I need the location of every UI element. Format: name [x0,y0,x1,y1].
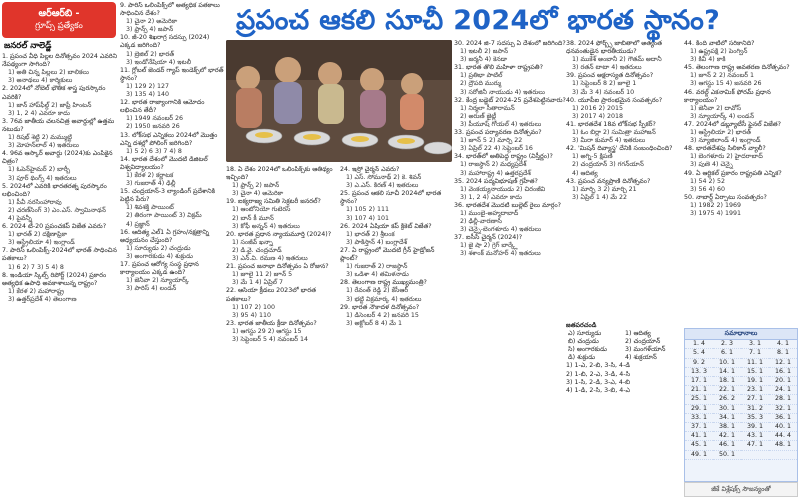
answers-row [685,450,797,459]
answer-cell: 48. 1 [769,441,797,450]
column-3-questions [226,166,338,344]
answer-cell: 10. 1 [713,358,741,367]
answer-cell: 49. 1 [685,450,713,459]
answer-cell: 35. 3 [741,413,769,422]
answer-option: 1) అగ్ని-5 క్షిపణి [572,153,613,161]
question-text: 44. కింది వాటిలో సరికానిది? [684,40,755,47]
answer-cell: 17. 1 [685,377,713,386]
question-text: 41. భారతదేశ 18వ లోక్‌సభ స్పీకర్? [566,120,656,128]
question-text: 40. యూపీఐ ప్రారంభమైన సంవత్సరం? [566,96,663,104]
matching-option: 4) 1-డి, 2-సి, 3-బి, 4-ఎ [566,386,630,394]
answer-option: 1) జై షా 2) గ్రెగ్ బార్క్లే [460,242,518,250]
answer-cell: 26. 2 [713,395,741,404]
answer-cell: 5. 4 [685,349,713,358]
answer-option: 1) సెప్టెంబర్ 8 2) జూలై 1 [572,80,637,88]
answer-option: 2) తిరంగా పాయింట్ 3) విక్రమ్ [126,212,202,220]
hungry-children-photo [226,40,452,162]
answer-option: 1) బ్రెజిల్ 2) భారత్ [126,50,175,58]
answer-cell [769,450,797,459]
answer-option: 3) పూర్ థింగ్స్ 4) ఇతరులు [8,174,77,182]
question-text: 12. భారత రాజ్యాంగానికి ఆమోదం లభించిన తేదీ? [120,99,205,115]
answer-cell: 4. 1 [769,340,797,349]
answer-option: 1) 54 2) 52 [690,177,725,185]
answer-option: 1) ఓం బిర్లా 2) సుమిత్రా మహాజన్ [572,129,656,137]
question-text: 19. ఐక్యరాజ్య సమితి సెక్రటరీ జనరల్? [226,198,321,206]
answer-option: 3) మోహన్‌లాల్ 4) ఇతరులు [8,142,79,150]
answer-option: 1) కేరళ 2) మహారాష్ట్ర [8,287,64,295]
answers-row [685,386,797,395]
answer-option: 2) చంద్రయాన్ 3) గగన్‌యాన్ [572,161,644,169]
answers-row [685,358,797,367]
answer-cell: 23. 1 [741,386,769,395]
answer-option: 3) 1975 4) 1991 [690,209,741,217]
answer-cell: 43. 1 [741,432,769,441]
question-text: 45. తెలంగాణ రాష్ట్ర అవతరణ దినోత్సవం? [684,64,790,72]
answer-cell: 36. 1 [769,413,797,422]
answer-cell: 33. 1 [685,413,713,422]
answer-option: 3) చెన్నై-బెంగళూరు 4) ఇతరులు [460,226,542,234]
answer-option: 1) ముకేశ్ అంబానీ 2) గౌతమ్ అదానీ [572,56,662,64]
answer-cell: 7. 1 [741,349,769,358]
question-text: 20. భారత ప్రధాన న్యాయమూర్తి (2024)? [226,230,332,238]
answer-option: 3) 107 4) 101 [346,214,389,222]
column-6-questions [566,40,682,202]
answer-option: 3) సెప్టెంబర్ 5 4) నవంబర్ 14 [232,335,309,343]
answers-row [685,404,797,413]
question-text: 6. 2024 టీ-20 ప్రపంచకప్ విజేత ఎవరు? [2,223,107,231]
answer-option: 3) మహారాష్ట్ర 4) ఉత్తరప్రదేశ్ [460,169,531,177]
answer-option: 3) అంగారకుడు 4) శుక్రుడు [126,252,193,260]
question-text: 50. నాబార్డ్ ఏర్పాటు సంవత్సరం? [684,193,767,201]
answer-cell: 42. 1 [713,432,741,441]
answer-option: 1) భారత్ 2) శ్రీలంక [346,230,395,238]
question-text: 18. ఏ దేశం 2024లో ఒలింపిక్స్‌కు ఆతిథ్యం ఇచ్చింది? [226,166,333,182]
answer-option: 1) రాజస్థాన్ 2) మధ్యప్రదేశ్ [460,161,527,169]
answer-cell: 47. 1 [741,441,769,450]
question-text: 35. 2024 పద్మవిభూషణ్ గ్రహీత? [454,177,538,185]
question-text: 16. ఆదిత్య ఎల్1 ఏ గ్రహం/నక్షత్రాన్ని అధ్యయనం చేస్తుంది? [120,228,210,244]
question-text: 26. 2024 ఏషియా కప్ క్రికెట్ విజేత? [340,222,432,230]
answer-option: 3) ఎన్.వి. రమణ 4) ఇతరులు [232,255,308,263]
matching-options [566,362,682,394]
answer-cell: 21. 1 [685,386,713,395]
answer-cell: 38. 1 [713,423,741,432]
answer-option: 1) గుజరాత్ 2) రాజస్థాన్ [346,263,408,271]
question-text: 9. పారిస్ ఒలింపిక్స్‌లో అత్యధిక పతకాలు సాధించిన దేశం? [120,2,220,18]
answer-option: 1) సంజీవ్ ఖన్నా [232,238,273,246]
matching-left: సి) అంగారకుడు [568,346,607,354]
column-7-questions [684,40,798,218]
answer-option: 2) ఢిల్లీ-వారణాసి [460,218,502,226]
question-text: 46. వరల్డ్ ఎకనామిక్ ఫోరమ్ ప్రధాన కార్యాలయం? [684,88,771,104]
answer-option: 1) డిసెంబర్ 4 2) జనవరి 15 [346,311,419,319]
matching-row [566,346,682,354]
answer-option: 1) భారత్ 2) దక్షిణాఫ్రికా [8,231,68,239]
answer-option: 3) ఎ.ఎస్. కిరణ్ 4) ఇతరులు [346,182,419,190]
answer-option: 1) అతి చిన్న పిల్లలు 2) బాలికలు [8,69,89,77]
answer-option: 1) రేవంత్ రెడ్డి 2) కేసీఆర్ [346,287,409,295]
column-2 [120,2,224,496]
question-text: 22. ఆసియా క్రీడలు 2023లో భారత పతకాలు? [226,287,317,303]
answer-cell: 27. 1 [741,395,769,404]
answer-cell: 34. 1 [713,413,741,422]
answer-cell: 14. 1 [713,367,741,376]
answer-cell: 50. 1 [713,450,741,459]
answer-cell: 11. 1 [741,358,769,367]
answer-option: 3) న్యూజిలాండ్ 4) ఇంగ్లాండ్ [690,137,761,145]
answer-option: 1) ఉష్ట్రపక్షి 2) పెంగ్విన్ [690,48,748,56]
matching-row [566,330,682,338]
answer-cell: 44. 4 [769,432,797,441]
question-text: 13. లోక్‌సభ ఎన్నికలు 2024లో మొత్తం ఎన్ని దశల్లో పోలింగ్ జరిగింది? [120,131,218,147]
answer-cell: 9. 2 [685,358,713,367]
column-6 [566,40,682,320]
question-text: 5. 2024లో ఎవరికి భారతరత్న పురస్కారం లభించింది? [2,182,107,198]
question-text: 29. భారత నౌకాదళ దినోత్సవం? [340,303,420,311]
question-text: 23. భారత జాతీయ క్రీడా దినోత్సవం? [226,319,317,327]
answers-row [685,349,797,358]
answer-option: 3) పీయూష్ గోయల్ 4) ఇతరులు [460,120,542,128]
question-text: 33. ప్రపంచ పర్యావరణ దినోత్సవం? [454,129,542,137]
answers-row [685,413,797,422]
answer-cell: 6. 1 [713,349,741,358]
answer-cell: 41. 1 [685,432,713,441]
answer-option: 3) పారిస్ 4) లండన్ [126,285,177,293]
matching-left: డి) శుక్రుడు [568,354,596,362]
column-7 [684,40,798,340]
matching-question [566,322,682,394]
matching-option: 2) 1-బి, 2-ఎ, 3-డి, 4-సి [566,370,630,378]
answers-table [685,340,797,460]
answer-option: 1) జాన్ హాప్‌ఫీల్డ్ 2) జాఫ్రీ హింటన్ [8,101,92,109]
answer-option: 3) అనాథలు 4) కార్మికులు [8,77,73,85]
answer-option: 1) ఫ్రాన్స్ 2) జపాన్ [232,182,280,190]
answer-option: 1) సూర్యుడు 2) చంద్రుడు [126,244,191,252]
answer-option: 1) 2016 2) 2015 [572,104,623,112]
question-text: 31. భారత తొలి మహిళా రాష్ట్రపతి? [454,64,543,72]
answer-option: 1) జూలై 11 2) జూన్ 5 [232,271,293,279]
answer-option: 1) జూన్ 2 2) నవంబర్ 1 [690,72,754,80]
matching-option: 3) 1-సి, 2-డి, 3-ఎ, 4-బి [566,378,630,386]
answer-cell: 1. 4 [685,340,713,349]
column-1 [2,40,118,496]
question-text: 24. ఇస్రో చైర్మన్ ఎవరు? [340,166,400,173]
question-text: 25. ప్రపంచ ఆకలి సూచీ 2024లో భారత స్థానం? [340,190,442,206]
matching-right: 1) ఆదిత్య [625,330,651,338]
answer-cell: 3. 1 [741,340,769,349]
children-eating-illustration [226,40,452,162]
answer-option: 3) జర్మనీ 4) కెనడా [460,56,508,64]
answer-option: 3) మే 1 4) ఏప్రిల్ 7 [232,279,284,287]
column-1-questions [2,53,118,304]
answer-cell: 2. 3 [713,340,741,349]
answer-cell: 29. 1 [685,404,713,413]
answer-cell: 16. 1 [769,367,797,376]
answer-option: 1) రిషభ్ శెట్టి 2) మమ్ముట్టి [8,134,73,142]
answer-option: 3) 135 4) 140 [126,91,169,99]
answer-option: 1) పీవీ నరసింహారావు [8,198,62,206]
answer-cell: 12. 1 [769,358,797,367]
answer-cell: 39. 1 [741,423,769,432]
answer-option: 1) ముంబై-అహ్మదాబాద్ [460,209,519,217]
answers-row [685,340,797,349]
answer-option: 3) 1, 2 4) ఎవరూ కాదు [8,109,70,117]
question-text: 47. 2024లో డబ్ల్యూటీసీ ఫైనల్ విజేత? [684,120,781,128]
answer-option: 2) ద్రౌపది ముర్ము [460,80,502,88]
answer-option: 1) ఆగస్టు 29 2) ఆగస్టు 15 [232,327,302,335]
answers-row [685,441,797,450]
answer-cell: 40. 1 [769,423,797,432]
answer-option: 2) చరణ్‌సింగ్ 3) ఎం.ఎస్. స్వామినాథన్ [8,206,106,214]
answer-cell: 15. 1 [741,367,769,376]
answer-option: 1) శివశక్తి పాయింట్ [126,204,174,212]
answer-option: 1) చైనా 2) అమెరికా [126,18,178,26]
answer-option: 3) ఏప్రిల్ 22 4) సెప్టెంబర్ 16 [460,145,533,153]
answers-row [685,395,797,404]
answer-option: 1) ఓపెన్‌హైమర్ 2) బార్బీ [8,166,71,174]
answer-cell: 37. 1 [685,423,713,432]
answer-option: 1) జెనీవా 2) దావోస్ [690,104,742,112]
column-4 [340,166,452,496]
answer-cell: 19. 1 [741,377,769,386]
answer-option: 3) మే 3 4) నవంబర్ 10 [572,88,635,96]
answer-option: 1) వెంకయ్యనాయుడు 2) చిరంజీవి [460,185,546,193]
answer-option: 4) ప్రజ్ఞాన్ [126,220,150,228]
matching-option: 1) 1-ఎ, 2-బి, 3-సి, 4-డి [566,362,630,370]
answer-option: 1) కేరళ 2) కర్ణాటక [126,171,174,179]
matching-title: జతపరచండి [566,322,597,329]
answer-option: 1) 107 2) 100 [232,303,275,311]
answer-option: 3) పుణె 4) చెన్నై [690,161,733,169]
answer-option: 1) ఆస్ట్రేలియా 2) భారత్ [690,129,752,137]
answer-option: 3) అక్టోబర్ 8 4) మే 1 [346,319,402,327]
question-text: 43. ప్రపంచ వన్యప్రాణి దినోత్సవం? [566,177,651,185]
question-text: 1. ప్రపంచ వీధి పిల్లల దినోత్సవం 2024 ఎవరిని నేపథ్యంగా సాగింది? [2,53,118,69]
answer-option: 1) 105 2) 111 [346,206,389,214]
answer-option: 3) మీరా కుమార్ 4) ఇతరులు [572,137,646,145]
answer-option: 4) ఆదిత్య [572,169,598,177]
answer-option: 2) బాన్ కీ మూన్ [232,214,274,222]
question-text: 2. 2024లో నోబెల్ భౌతిక శాస్త్ర పురస్కారం ఎవరికి? [2,85,106,101]
question-text: 48. భారతదేశపు సిలికాన్ వ్యాలీ? [684,145,766,153]
answer-option: 1) మార్చి 3 2) మార్చి 21 [572,185,637,193]
answer-option: 1) ఆంటోనియో గుటెరస్ [232,206,291,214]
column-4-questions [340,166,452,328]
answer-option: 3) భట్టి విక్రమార్క 4) ఇతరులు [346,295,422,303]
answer-cell: 22. 1 [713,386,741,395]
question-text: 37. ఐసీసీ చైర్మన్ (2024)? [454,234,523,242]
question-text: 21. ప్రపంచ జనాభా దినోత్సవం ఏ రోజున? [226,263,329,271]
matching-left: ఎ) సూర్యుడు [568,330,602,338]
answer-option: 1) 129 2) 127 [126,82,169,90]
answer-option: 3) శశాంక్ మనోహర్ 4) ఇతరులు [460,250,541,258]
matching-left: బి) చంద్రుడు [568,338,599,346]
answer-option: 1) ఇటలీ 2) జపాన్ [460,48,509,56]
answer-option: 3) 2017 4) 2018 [572,112,623,120]
answer-cell: 20. 1 [769,377,797,386]
answer-option: 1) నిర్మలా సీతారామన్ [460,104,515,112]
answer-option: 3) ఇండోనేషియా 4) ఇటలీ [126,58,192,66]
matching-right: 3) మంగళ్‌యాన్ [625,346,666,354]
answer-option: 3) ఆస్ట్రేలియా 4) ఇంగ్లాండ్ [8,239,75,247]
section-tag [2,2,116,38]
answer-cell: 28. 1 [769,395,797,404]
answer-option: 3) 1, 2 4) ఎవరూ కాదు [460,193,522,201]
answer-option: 1) 1982 2) 1969 [690,201,741,209]
section-tag-line2: గ్రూప్స్ ప్రత్యేకం [35,21,83,31]
answer-cell [741,450,769,459]
matching-row [566,354,682,362]
answers-row [685,432,797,441]
matching-right: 2) చంద్రయాన్ [625,338,661,346]
question-text: 14. భారత దేశంలో మొదటి డిజిటల్ విశ్వవిద్యాలయం? [120,155,208,171]
answer-option: 1) ప్రతిభా పాటిల్ [460,72,503,80]
answer-option: 1) బెంగళూరు 2) హైదరాబాద్ [690,153,763,161]
question-text: 32. కేంద్ర బడ్జెట్ 2024-25 ప్రవేశపెట్టినవారు? [454,96,566,104]
section-tag-line1: ఆర్‌ఆర్‌బి - [38,8,80,19]
answer-option: 1) 1949 నవంబర్ 26 [126,115,184,123]
answer-option: 1) ఎస్. సోమనాథ్ 2) కె. శివన్ [346,174,422,182]
answer-option: 1) 6 2) 7 3) 5 4) 8 [8,263,64,271]
answer-option: 3) కోఫీ అన్నన్ 4) ఇతరులు [232,222,300,230]
byline: జనరల్ నాలెడ్జ్ [4,41,52,51]
answer-option: 3) 56 4) 60 [690,185,725,193]
question-text: 8. ఇండియా స్కిల్స్ రిపోర్ట్ (2024) ప్రకారం అత్యధిక ఉపాధి అవకాశాలున్న రాష్ట్రం? [2,271,107,287]
answer-cell: 32. 1 [769,404,797,413]
answer-option: 4) పైవన్నీ [8,214,32,222]
answers-box [684,328,798,482]
question-text: 4. 96వ ఆస్కార్ అవార్డు (2024)కు ఎంపికైన చిత్రం? [2,150,113,166]
question-text: 10. జీ-20 శిఖరాగ్ర సదస్సు (2024) ఎక్కడ జరిగింది? [120,34,210,50]
answer-option: 3) రతన్ టాటా 4) ఇతరులు [572,64,642,72]
column-3 [226,166,338,496]
column-5-questions [454,40,566,259]
answer-option: 3) కివీ 4) కాకి [690,56,726,64]
answer-cell: 45. 1 [685,441,713,450]
question-text: 38. 2024 ఫోర్బ్స్ జాబితాలో అత్యంత ధనవంతుడైన భారతీయుడు? [566,40,662,56]
question-text: 34. భారత్‌లో అతిపెద్ద రాష్ట్రం (విస్తీర్ణం)? [454,153,553,161]
answer-cell: 18. 1 [713,377,741,386]
answer-option: 2) అరుణ్ జైట్లీ [460,112,497,120]
answers-title: సమాధానాలు [685,329,797,340]
answer-option: 3) ఒడిశా 4) తమిళనాడు [346,271,409,279]
question-text: 30. 2024 జి-7 సదస్సు ఏ దేశంలో జరిగింది? [454,40,566,47]
answer-option: 3) చైనా 4) అమెరికా [232,190,284,198]
answer-option: 3) ఆగస్టు 15 4) జనవరి 26 [690,80,762,88]
question-text: 3. 76వ జాతీయ చలనచిత్ర అవార్డుల్లో ఉత్తమ నటుడు? [2,117,115,133]
answer-cell: 25. 1 [685,395,713,404]
answer-cell: 30. 1 [713,404,741,413]
matching-table [566,330,682,362]
answer-cell: 46. 1 [713,441,741,450]
answer-option: 1) జెనీవా 2) న్యూయార్క్ [126,277,189,285]
answers-row [685,367,797,376]
answers-row [685,377,797,386]
question-text: 49. ఏ ఆర్టికల్ ప్రకారం రాష్ట్రపతి ఎన్నిక? [684,169,782,177]
answer-option: 3) ఏప్రిల్ 1 4) మే 22 [572,193,628,201]
question-text: 27. ఏ రాష్ట్రంలో మొదటి గ్రీన్ హైడ్రోజన్ ప్లాంట్? [340,246,435,263]
answer-option: 2) 1950 జనవరి 26 [126,123,180,131]
answer-option: 3) గుజరాత్ 4) ఢిల్లీ [126,180,176,188]
answer-option: 3) ఫ్రాన్స్ 4) జపాన్ [126,26,174,34]
answer-option: 3) పాకిస్తాన్ 4) బంగ్లాదేశ్ [346,238,408,246]
column-2-questions [120,2,224,293]
answer-cell: 13. 3 [685,367,713,376]
question-text: 17. ప్రపంచ ఆరోగ్య సంస్థ ప్రధాన కార్యాలయం ఎక్కడ ఉంది? [120,261,199,277]
answer-cell: 8. 1 [769,349,797,358]
question-text: 7. పారిస్ ఒలింపిక్స్-2024లో భారత్ సాధించిన పతకాలు? [2,247,117,263]
answer-option: 3) ఉత్తర్‌ప్రదేశ్ 4) తెలంగాణ [8,295,77,303]
matching-right: 4) శుక్రయాన్ [625,354,657,362]
question-text: 36. భారతదేశ మొదటి బుల్లెట్ రైలు మార్గం? [454,201,562,209]
answer-option: 1) జూన్ 5 2) మార్చి 22 [460,137,523,145]
answer-cell: 24. 1 [769,386,797,395]
answer-option: 3) న్యూయార్క్ 4) లండన్ [690,112,754,120]
answers-row [685,423,797,432]
footer-note: జీకే విశ్లేషక్స్ సౌజన్యంతో [684,482,798,497]
answer-option: 2) డి.వై. చంద్రచూడ్ [232,246,282,254]
answer-option: 1) 5 2) 6 3) 7 4) 8 [126,147,182,155]
answer-option: 3) 95 4) 110 [232,311,271,319]
column-5 [454,40,566,496]
question-text: 42. 'మిషన్ దివ్యాస్త్ర' దేనికి సంబంధించింది? [566,145,673,153]
headline: ప్రపంచ ఆకలి సూచీ 2024లో భారత స్థానం? [236,5,721,36]
answer-option: 3) సరోజినీ నాయుడు 4) ఇతరులు [460,88,545,96]
question-text: 15. చంద్రయాన్-3 ల్యాండింగ్ ప్రదేశానికి పెట్టిన పేరు? [120,188,215,204]
question-text: 11. గ్లోబల్ జెండర్ గ్యాప్ ఇండెక్స్‌లో భారత్ స్థానం? [120,66,224,82]
question-text: 39. ప్రపంచ అక్షరాస్యత దినోత్సవం? [566,72,654,80]
answer-cell: 31. 2 [741,404,769,413]
question-text: 28. తెలంగాణ రాష్ట్ర ముఖ్యమంత్రి? [340,279,427,287]
